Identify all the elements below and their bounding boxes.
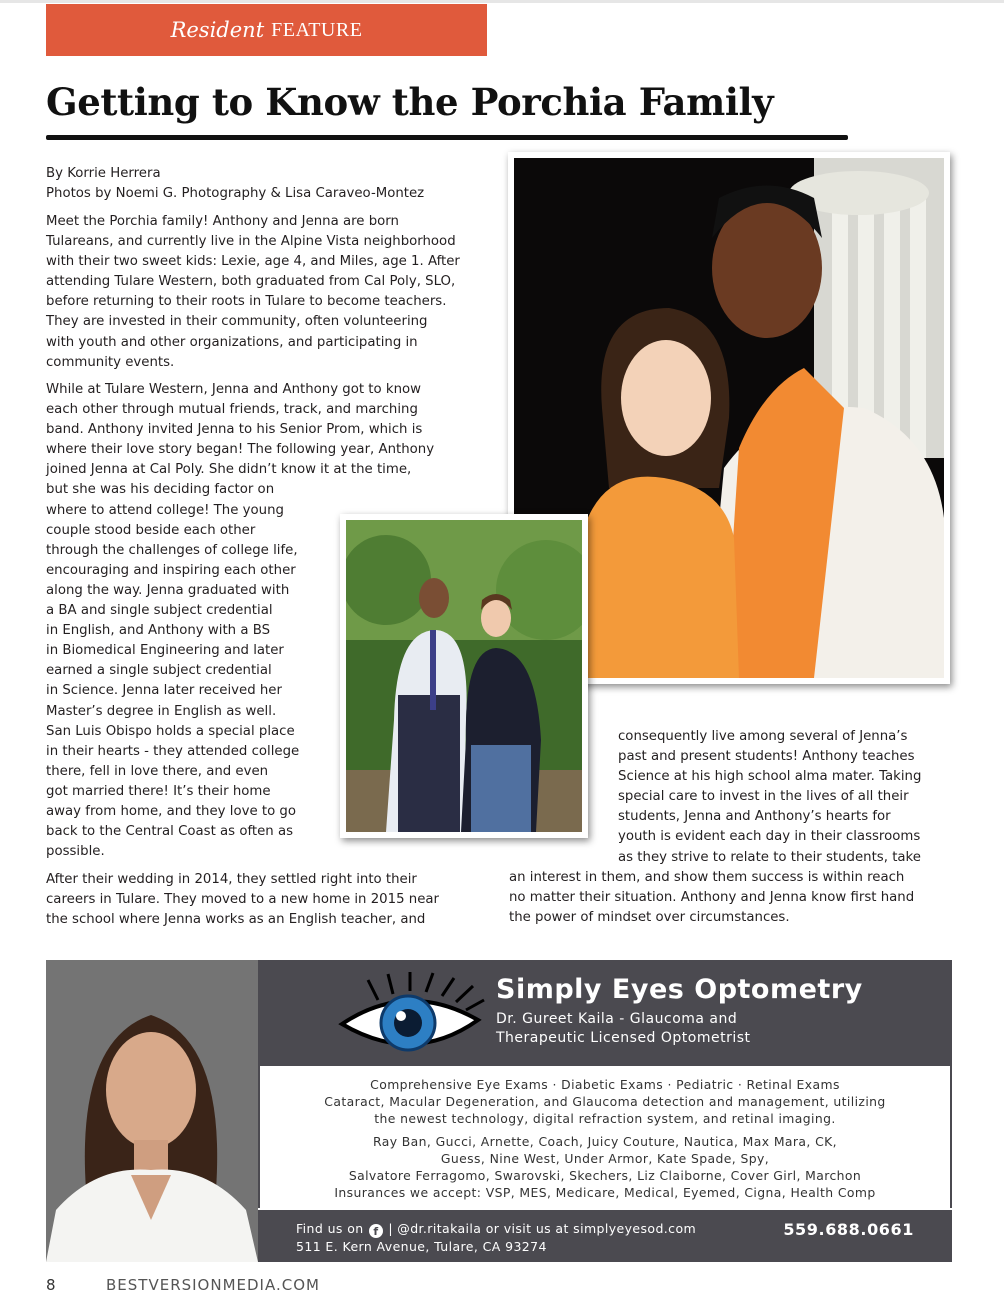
brands-line: Salvatore Ferragomo, Swarovski, Skechers, Liz Claiborne, Cover Girl, Marchon (348, 1168, 862, 1183)
paragraph-1 (46, 212, 460, 373)
brands-line: Ray Ban, Gucci, Arnette, Coach, Juicy Couture, Nautica, Max Mara, CK, (372, 1134, 837, 1149)
text-line: along the way. Jenna graduated with (46, 582, 290, 598)
text-line: but she was his deciding factor on (46, 482, 275, 498)
byline-author: By Korrie Herrera (46, 166, 161, 181)
text-line: They are invested in their community, often volunteering (46, 314, 428, 330)
text-line: with youth and other organizations, and participating in (46, 334, 418, 350)
services-line: Comprehensive Eye Exams · Diabetic Exams · Pediatric · Retinal Exams (370, 1077, 840, 1092)
friends-photo (340, 514, 588, 838)
text-line: earned a single subject credential (46, 663, 272, 679)
address: 511 E. Kern Avenue, Tulare, CA 93274 (296, 1239, 547, 1254)
text-line: where to attend college! The young (46, 502, 284, 518)
eye-icon (338, 970, 488, 1056)
doctor-portrait (46, 960, 258, 1262)
text-line: consequently live among several of Jenna’s (618, 729, 908, 744)
text-line: joined Jenna at Cal Poly. She didn’t know it at the time, (46, 462, 412, 478)
publisher-site[interactable]: BESTVERSIONMEDIA.COM (106, 1276, 320, 1294)
byline-photos: Photos by Noemi G. Photography & Lisa Caraveo-Montez (46, 186, 425, 202)
text-line: the power of mindset over circumstances. (509, 910, 790, 926)
title-rule (46, 135, 848, 140)
text-line: where their love story began! The following year, Anthony (46, 442, 435, 458)
brands-list (260, 1133, 950, 1201)
text-line: band. Anthony invited Jenna to his Senior Prom, which is (46, 422, 423, 438)
section-script-label: Resident (170, 18, 265, 42)
text-line: with their two sweet kids: Lexie, age 4, and Miles, age 1. After (46, 254, 460, 270)
text-line: away from home, and they love to go (46, 803, 297, 819)
paragraph-3-right-upper (618, 727, 921, 868)
services-list (260, 1076, 950, 1127)
business-name: Simply Eyes Optometry (496, 974, 863, 1005)
ad-body (258, 1066, 952, 1208)
doctor-portrait-image (46, 960, 258, 1262)
social-handle[interactable]: | @dr.ritakaila or visit us at simplyeyesod.com (388, 1221, 697, 1236)
paragraph-3-right-lower (509, 868, 914, 928)
subtitle-line: Dr. Gureet Kaila - Glaucoma and (496, 1011, 738, 1027)
text-line: After their wedding in 2014, they settled right into their (46, 872, 417, 887)
optometry-ad (46, 960, 952, 1262)
text-line: special care to invest in the lives of all their (618, 789, 909, 805)
facebook-icon[interactable]: f (369, 1224, 383, 1238)
byline (46, 164, 424, 204)
friends-photo-image (346, 520, 582, 832)
text-line: back to the Central Coast as often as (46, 824, 294, 840)
text-line: couple stood beside each other (46, 522, 256, 538)
text-line: students, Jenna and Anthony’s hearts for (618, 809, 891, 825)
brands-line: Guess, Nine West, Under Armor, Kate Spade, Spy, (440, 1151, 770, 1166)
text-line: each other through mutual friends, track, and marching (46, 402, 418, 418)
text-line: encouraging and inspiring each other (46, 562, 296, 578)
text-line: no matter their situation. Anthony and Jenna know first hand (509, 890, 915, 906)
ad-footer (258, 1210, 952, 1262)
text-line: in English, and Anthony with a BS (46, 623, 271, 639)
text-line: in their hearts - they attended college (46, 743, 300, 759)
insurance-line: Insurances we accept: VSP, MES, Medicare, Medical, Eyemed, Cigna, Health Comp (334, 1185, 876, 1200)
text-line: attending Tulare Western, both graduated from Cal Poly, SLO, (46, 274, 456, 290)
text-line: Tulareans, and currently live in the Alpine Vista neighborhood (46, 234, 456, 250)
text-line: Meet the Porchia family! Anthony and Jenna are born (46, 214, 399, 229)
ad-header (258, 960, 952, 1066)
contact-info (296, 1220, 696, 1256)
page-number: 8 (46, 1276, 56, 1294)
phone-number[interactable]: 559.688.0661 (783, 1220, 914, 1239)
text-line: in Science. Jenna later received her (46, 683, 282, 699)
doctor-subtitle (496, 1010, 751, 1048)
text-line: the school where Jenna works as an English teacher, and (46, 912, 426, 928)
top-divider (0, 0, 1004, 3)
text-line: possible. (46, 844, 105, 860)
text-line: there, fell in love there, and even (46, 763, 269, 779)
section-banner (46, 4, 487, 56)
text-line: careers in Tulare. They moved to a new home in 2015 near (46, 892, 439, 908)
text-line: San Luis Obispo holds a special place (46, 723, 295, 739)
services-line: Cataract, Macular Degeneration, and Glaucoma detection and management, utilizing (324, 1094, 886, 1109)
find-us-label: Find us on (296, 1221, 364, 1236)
text-line: before returning to their roots in Tulare to become teachers. (46, 294, 447, 310)
text-line: a BA and single subject credential (46, 603, 273, 619)
text-line: an interest in them, and show them success is within reach (509, 870, 905, 885)
text-line: through the challenges of college life, (46, 542, 298, 558)
text-line: youth is evident each day in their classrooms (618, 829, 921, 845)
paragraph-3-left (46, 870, 439, 930)
text-line: Science at his high school alma mater. Taking (618, 769, 922, 785)
social-line (296, 1220, 696, 1238)
text-line: past and present students! Anthony teaches (618, 749, 915, 765)
article-title: Getting to Know the Porchia Family (46, 80, 774, 124)
section-label: FEATURE (271, 18, 363, 41)
text-line: got married there! It’s their home (46, 783, 271, 799)
text-line: community events. (46, 354, 175, 370)
text-line: as they strive to relate to their students, take (618, 849, 921, 865)
subtitle-line: Therapeutic Licensed Optometrist (496, 1030, 751, 1046)
text-line: Master’s degree in English as well. (46, 703, 277, 719)
text-line: While at Tulare Western, Jenna and Anthony got to know (46, 382, 422, 397)
services-line: the newest technology, digital refraction system, and retinal imaging. (374, 1111, 836, 1126)
text-line: in Biomedical Engineering and later (46, 643, 284, 659)
